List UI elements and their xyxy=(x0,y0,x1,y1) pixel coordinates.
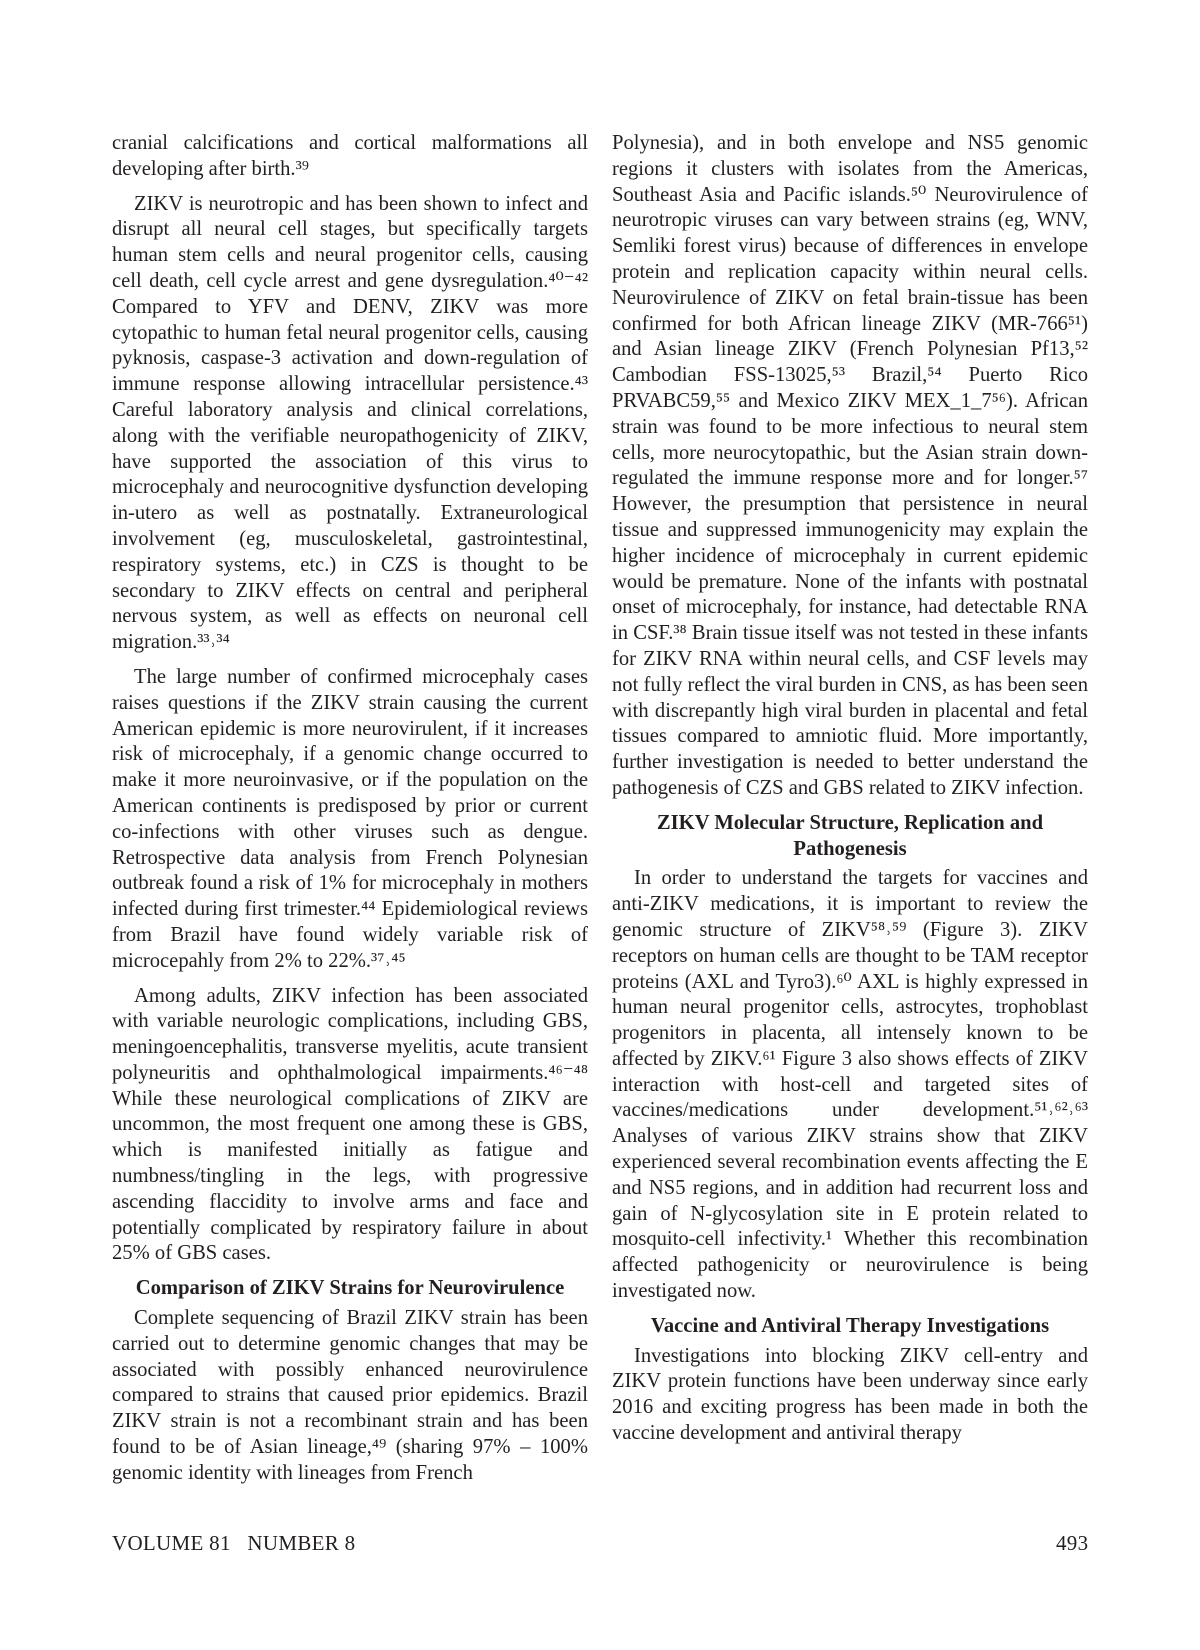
body-paragraph: Among adults, ZIKV infection has been associated with variable neurologic complications, including GBS, meningoencephalitis, transverse myelitis, acute transient polyneuritis and ophthalmological impairments.⁴⁶⁻⁴⁸ While these neurological complications of ZIKV are uncommon, the most frequent one among these is GBS, which is manifested initially as fatigue and numbness/tingling in the legs, with progressive ascending flaccidity to involve arms and face and potentially complicated by respiratory failure in about 25% of GBS cases. xyxy=(112,984,588,1265)
journal-issue-footer: VOLUME 81 NUMBER 8 xyxy=(112,1531,356,1555)
body-paragraph: cranial calcifications and cortical malformations all developing after birth.³⁹ xyxy=(112,132,588,180)
body-paragraph: The large number of confirmed microcephaly cases raises questions if the ZIKV strain causing the current American epidemic is more neurovirulent, if it increases risk of microcephaly, if a genomic change occurred to make it more neuroinvasive, or if the population on the American continents is predisposed by prior or current co-infections with other viruses such as dengue. Retrospective data analysis from French Polynesian outbreak found a risk of 1% for microcephaly in mothers infected during first trimester.⁴⁴ Epidemiological reviews from Brazil have found widely variable risk of microcepahly from 2% to 22%.³⁷˒⁴⁵ xyxy=(112,665,588,972)
body-paragraph: ZIKV is neurotropic and has been shown to infect and disrupt all neural cell stages, but specifically targets human stem cells and neural progenitor cells, causing cell death, cell cycle arrest and gene dysregulation.⁴⁰⁻⁴² Compared to YFV and DENV, ZIKV was more cytopathic to human fetal neural progenitor cells, causing pyknosis, caspase-3 activation and down-regulation of immune response allowing intracellular persistence.⁴³ Careful laboratory analysis and clinical correlations, along with the verifiable neuropathogenicity of ZIKV, have supported the association of this virus to microcephaly and neurocognitive dysfunction developing in-utero as well as postnatally. Extraneurological involvement (eg, musculoskeletal, gastrointestinal, respiratory systems, etc.) in CZS is thought to be secondary to ZIKV effects on central and peripheral nervous system, as well as effects on neuronal cell migration.³³˒³⁴ xyxy=(112,192,588,654)
body-paragraph: In order to understand the targets for vaccines and anti-ZIKV medications, it is important to review the genomic structure of ZIKV⁵⁸˒⁵⁹ (Figure 3). ZIKV receptors on human cells are thought to be TAM receptor proteins (AXL and Tyro3).⁶⁰ AXL is highly expressed in human neural progenitor cells, astrocytes, trophoblast progenitors in placenta, all intensely known to be affected by ZIKV.⁶¹ Figure 3 also shows effects of ZIKV interaction with host-cell and targeted sites of vaccines/medications under development.⁵¹˒⁶²˒⁶³ Analyses of various ZIKV strains show that ZIKV experienced several recombination events affecting the E and NS5 regions, and in addition had recurrent loss and gain of N-glycosylation site in E protein related to mosquito-cell infectivity.¹ Whether this recombination affected pathogenicity or neurovirulence is being investigated now. xyxy=(612,867,1088,1303)
page-number: 493 xyxy=(1056,1531,1089,1555)
section-heading: ZIKV Molecular Structure, Replication and Pathogenesis xyxy=(656,811,1044,860)
section-heading: Comparison of ZIKV Strains for Neurovirulence xyxy=(135,1277,565,1300)
body-paragraph: Polynesia), and in both envelope and NS5 genomic regions it clusters with isolates from the Americas, Southeast Asia and Pacific islands.⁵⁰ Neurovirulence of neurotropic viruses can vary between strains (eg, WNV, Semliki forest virus) because of differences in envelope protein and replication capacity within neural cells. Neurovirulence of ZIKV on fetal brain-tissue has been confirmed for both African lineage ZIKV (MR-766⁵¹) and Asian lineage ZIKV (French Polynesian Pf13,⁵² Cambodian FSS-13025,⁵³ Brazil,⁵⁴ Puerto Rico PRVABC59,⁵⁵ and Mexico ZIKV MEX_1_7⁵⁶). African strain was found to be more infectious to neural stem cells, more neurocytopathic, but the Asian strain down-regulated the immune response more and for longer.⁵⁷ However, the presumption that persistence in neural tissue and suppressed immunogenicity may explain the higher incidence of microcephaly in current epidemic would be premature. None of the infants with postnatal onset of microcephaly, for instance, had detectable RNA in CSF.³⁸ Brain tissue itself was not tested in these infants for ZIKV RNA within neural cells, and CSF levels may not fully reflect the viral burden in CNS, as has been seen with discrepantly high viral burden in placental and fetal tissues compared to amniotic fluid. More importantly, further investigation is needed to better understand the pathogenesis of CZS and GBS related to ZIKV infection. xyxy=(612,132,1088,799)
body-paragraph: Complete sequencing of Brazil ZIKV strain has been carried out to determine genomic changes that may be associated with possibly enhanced neurovirulence compared to strains that caused prior epidemics. Brazil ZIKV strain is not a recombinant strain and has been found to be of Asian lineage,⁴⁹ (sharing 97% – 100% genomic identity with lineages from French xyxy=(112,1307,588,1484)
right-column xyxy=(612,131,1088,1456)
section-heading: Vaccine and Antiviral Therapy Investigations xyxy=(650,1314,1050,1337)
left-column xyxy=(112,131,588,1496)
body-paragraph: Investigations into blocking ZIKV cell-entry and ZIKV protein functions have been underway since early 2016 and exciting progress has been made in both the vaccine development and antiviral therapy xyxy=(612,1344,1088,1445)
